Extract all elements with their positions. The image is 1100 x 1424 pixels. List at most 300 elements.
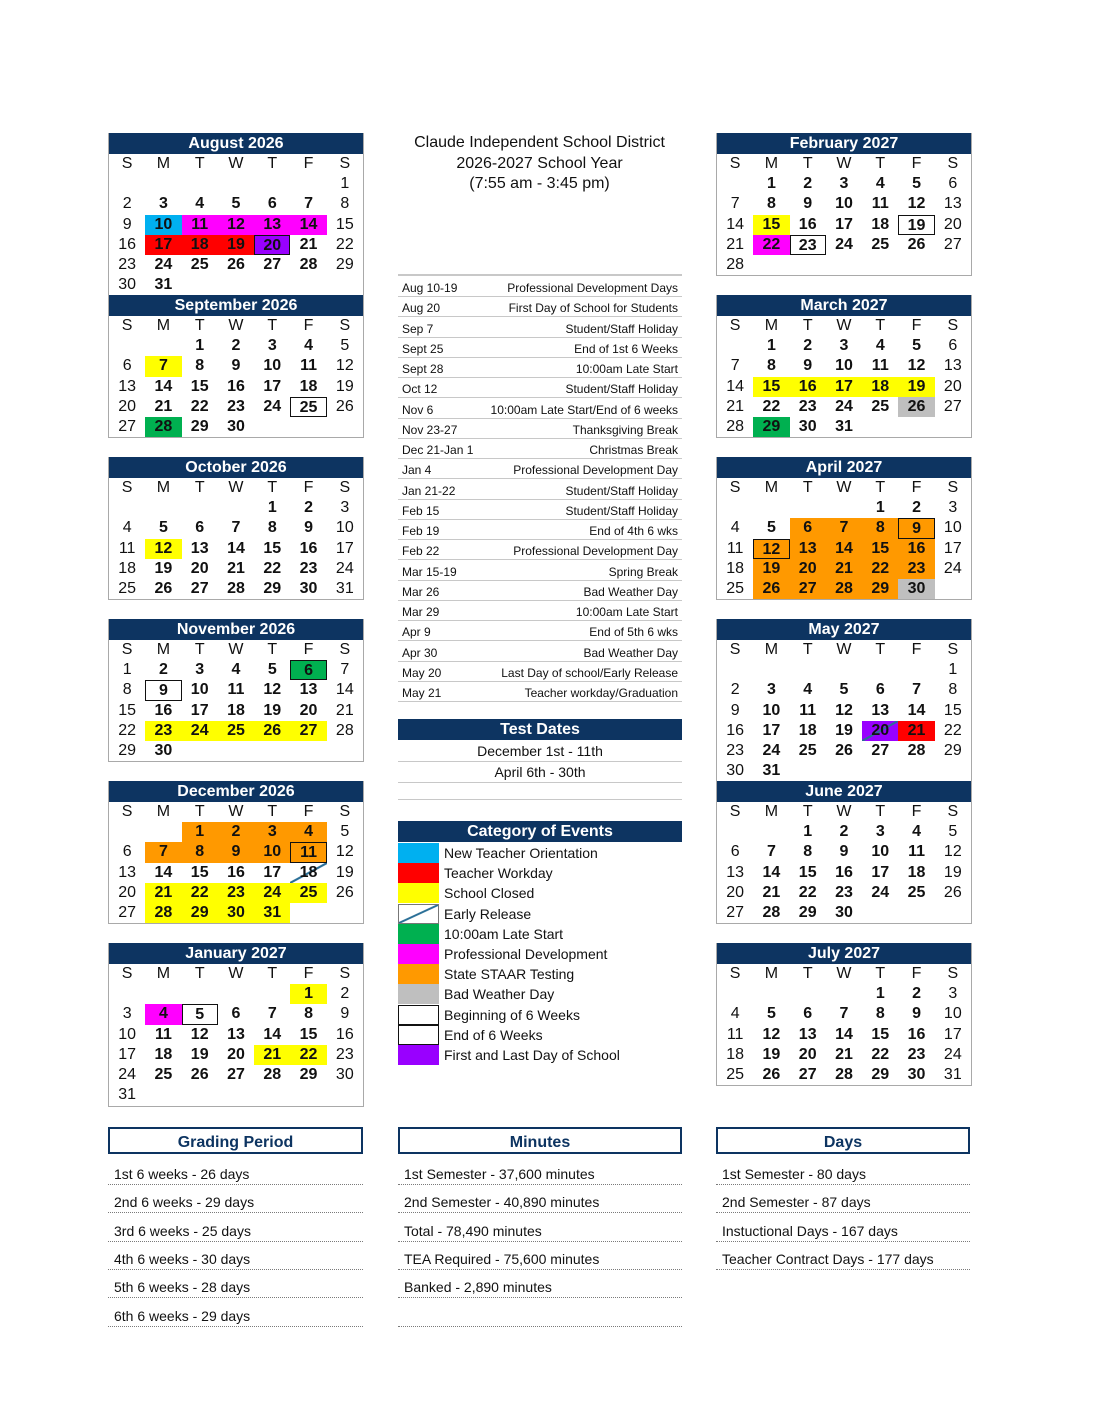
day-cell: 1: [340, 175, 350, 192]
day-cell: 29: [190, 418, 209, 436]
day-cell: 8: [862, 518, 898, 538]
day-cell: 28: [145, 903, 181, 923]
legend-label: First and Last Day of School: [444, 1047, 620, 1064]
legend-swatch: [398, 944, 439, 964]
day-cell: 8: [267, 519, 277, 537]
day-cell: 3: [254, 822, 290, 842]
day-cell: 29: [182, 903, 218, 923]
empty-day-cell: [218, 984, 254, 1004]
day-cell: 28: [227, 580, 245, 598]
day-cell: 11: [154, 1025, 172, 1043]
day-cell: 10: [871, 843, 890, 861]
week-row: [109, 275, 363, 295]
day-cell: 24: [943, 559, 962, 577]
grading-period-header: Grading Period: [108, 1127, 363, 1154]
day-cell: 12: [907, 357, 926, 375]
day-cell: 4: [195, 195, 205, 213]
legend-swatch: [398, 924, 439, 944]
legend-swatch: [398, 1025, 439, 1045]
day-cell: 23: [118, 256, 137, 274]
day-cell: 19: [898, 215, 934, 235]
weekday-label: F: [303, 155, 314, 172]
empty-day-cell: [898, 417, 934, 437]
day-cell: 17: [145, 235, 181, 255]
event-description: Professional Development Day: [513, 544, 678, 559]
empty-day-cell: [109, 822, 145, 842]
day-cell: 29: [299, 1066, 318, 1084]
event-date: May 21: [402, 686, 442, 701]
day-cell: 20: [790, 559, 826, 579]
day-cell: 27: [790, 579, 826, 599]
legend-item: [398, 964, 682, 984]
month-title: January 2027: [109, 943, 363, 964]
weekday-label: S: [339, 803, 351, 820]
day-cell: 13: [943, 357, 962, 375]
event-date: Sept 25: [402, 341, 444, 356]
weekday-label: M: [156, 641, 171, 658]
empty-day-cell: [935, 903, 971, 923]
day-cell: 7: [826, 518, 862, 538]
weekday-label: T: [194, 965, 205, 982]
week-row: [717, 194, 971, 214]
day-cell: 18: [907, 863, 926, 881]
empty-day-cell: [753, 255, 789, 275]
day-cell: 18: [871, 215, 890, 233]
empty-day-cell: [145, 174, 181, 194]
empty-day-cell: [717, 336, 753, 356]
empty-day-cell: [109, 498, 145, 518]
day-cell: 10: [254, 842, 290, 862]
day-cell: 25: [871, 397, 890, 415]
day-cell: 1: [875, 985, 885, 1002]
day-cell: 17: [943, 1025, 962, 1043]
day-cell: 7: [145, 842, 181, 862]
event-date: Mar 15-19: [402, 564, 457, 579]
empty-day-cell: [182, 275, 218, 295]
event-description: End of 1st 6 Weeks: [574, 341, 678, 356]
summary-row: 5th 6 weeks - 28 days: [108, 1270, 363, 1298]
empty-day-cell: [182, 741, 218, 761]
day-cell: 3: [122, 1005, 132, 1023]
day-cell: 2: [912, 499, 921, 516]
week-row: [109, 883, 363, 903]
day-cell: 6: [948, 175, 958, 192]
week-row: [109, 842, 363, 862]
empty-day-cell: [935, 579, 971, 599]
day-cell: 12: [218, 215, 254, 235]
legend-swatch: [398, 964, 439, 984]
event-date: Apr 30: [402, 645, 438, 660]
weekday-label: S: [729, 965, 741, 982]
day-cell: 15: [263, 539, 282, 557]
empty-day-cell: [327, 1085, 363, 1105]
event-description: Spring Break: [608, 564, 678, 579]
day-cell: 6: [231, 1005, 241, 1023]
day-cell: 26: [335, 883, 354, 901]
day-cell: 6: [730, 843, 740, 861]
month-calendar: [108, 781, 364, 924]
day-cell: 13: [254, 215, 290, 235]
weekday-label: T: [875, 803, 886, 820]
day-cell: 11: [799, 701, 817, 719]
day-cell: 3: [195, 661, 205, 678]
day-cell: 21: [835, 1045, 853, 1063]
event-row: [398, 662, 682, 682]
weekday-label: W: [228, 803, 244, 820]
day-cell: 6: [267, 195, 277, 213]
week-row: [717, 255, 971, 275]
day-cell: 10: [145, 215, 181, 235]
day-cell: 29: [263, 580, 282, 598]
day-cell: 1: [803, 823, 813, 840]
weekday-label: S: [339, 155, 351, 172]
weekday-label: M: [156, 479, 171, 496]
weekday-label: S: [339, 317, 351, 334]
test-date-row: April 6th - 30th: [398, 762, 682, 783]
day-cell: 5: [839, 681, 849, 699]
day-cell: 16: [227, 863, 245, 881]
day-cell: 5: [340, 337, 350, 354]
day-cell: 29: [862, 579, 898, 599]
month-calendar: [108, 133, 364, 297]
month-title: July 2027: [717, 943, 971, 964]
empty-day-cell: [898, 255, 934, 275]
week-row: [717, 417, 971, 437]
weekday-label: W: [228, 317, 244, 334]
day-cell: 25: [871, 235, 890, 253]
day-cell: 30: [798, 418, 817, 436]
week-row: [109, 194, 363, 214]
day-cell: 23: [218, 883, 254, 903]
week-row: [109, 559, 363, 579]
week-row: [109, 1065, 363, 1085]
day-cell: 8: [122, 681, 132, 699]
day-cell: 5: [912, 175, 921, 192]
day-cell: 26: [335, 397, 354, 415]
day-cell: 16: [118, 235, 137, 253]
day-cell: 27: [190, 580, 209, 598]
week-row: [109, 1045, 363, 1065]
weekday-label: F: [303, 641, 314, 658]
day-cell: 13: [726, 863, 745, 881]
event-date: May 20: [402, 665, 442, 680]
weekday-label: S: [729, 803, 741, 820]
empty-day-cell: [182, 1085, 218, 1105]
event-date: Feb 15: [402, 503, 440, 518]
day-cell: 14: [826, 539, 862, 559]
day-cell: 13: [299, 681, 318, 699]
day-cell: 19: [943, 863, 962, 881]
weekday-label: T: [802, 479, 813, 496]
day-cell: 22: [798, 883, 817, 901]
day-cell: 21: [335, 701, 354, 719]
summary-row: 6th 6 weeks - 29 days: [108, 1299, 363, 1327]
month-title: November 2026: [109, 619, 363, 640]
day-cell: 12: [943, 843, 962, 861]
day-cell: 15: [862, 539, 898, 559]
day-cell: 17: [826, 377, 862, 397]
day-cell: 20: [798, 1045, 817, 1063]
empty-day-cell: [254, 1085, 290, 1105]
event-description: Student/Staff Holiday: [565, 483, 678, 498]
weekday-label: T: [267, 155, 278, 172]
empty-day-cell: [290, 275, 326, 295]
day-cell: 19: [263, 701, 282, 719]
day-cell: 30: [299, 580, 318, 598]
day-cell: 18: [118, 559, 137, 577]
month-calendar: [716, 295, 972, 438]
summary-row: 1st 6 weeks - 26 days: [108, 1157, 363, 1185]
school-year: 2026-2027 School Year: [456, 154, 623, 172]
day-cell: 26: [943, 883, 962, 901]
day-cell: 6: [948, 337, 958, 354]
day-cell: 26: [190, 1066, 209, 1084]
event-date: Dec 21-Jan 1: [402, 443, 474, 458]
day-cell: 24: [263, 397, 282, 415]
week-row: [717, 984, 971, 1004]
day-cell: 24: [943, 1045, 962, 1063]
week-row: [109, 863, 363, 883]
day-cell: 13: [798, 1025, 817, 1043]
empty-day-cell: [826, 255, 862, 275]
empty-day-cell: [254, 275, 290, 295]
day-cell: 11: [227, 681, 245, 699]
day-cell: 8: [195, 357, 205, 375]
day-cell: 20: [726, 883, 745, 901]
day-cell: 23: [227, 397, 245, 415]
weekday-label: T: [194, 479, 205, 496]
day-cell: 25: [218, 721, 254, 741]
day-cell: 20: [862, 721, 898, 741]
day-cell: 15: [871, 1025, 890, 1043]
day-cell: 14: [726, 377, 745, 395]
day-cell: 21: [154, 397, 173, 415]
weekday-label: T: [194, 317, 205, 334]
day-cell: 17: [118, 1045, 137, 1063]
weekday-label: F: [911, 965, 922, 982]
day-cell: 20: [254, 235, 290, 255]
weekday-label: M: [156, 155, 171, 172]
event-description: 10:00am Late Start/End of 6 weeks: [490, 402, 678, 417]
weekday-label: W: [836, 965, 852, 982]
day-cell: 21: [898, 721, 934, 741]
day-cell: 24: [154, 256, 173, 274]
day-cell: 24: [871, 883, 890, 901]
day-cell: 4: [803, 681, 813, 699]
legend-label: End of 6 Weeks: [444, 1026, 543, 1043]
day-cell: 17: [835, 215, 853, 233]
weekday-label: S: [339, 479, 351, 496]
weekday-label: W: [228, 641, 244, 658]
event-date: Nov 23-27: [402, 422, 458, 437]
weekday-header-row: [717, 316, 971, 336]
week-row: [717, 842, 971, 862]
day-cell: 29: [798, 904, 817, 922]
weekday-label: T: [802, 803, 813, 820]
day-cell: 30: [118, 276, 137, 294]
day-cell: 1: [122, 661, 132, 678]
week-row: [109, 336, 363, 356]
day-cell: 6: [122, 357, 132, 375]
day-cell: 7: [145, 356, 181, 376]
event-row: [398, 297, 682, 317]
weekday-label: S: [947, 479, 959, 496]
day-cell: 16: [154, 701, 173, 719]
week-row: [717, 863, 971, 883]
day-cell: 1: [875, 499, 885, 516]
empty-day-cell: [717, 984, 753, 1004]
week-row: [109, 741, 363, 761]
day-cell: 28: [145, 417, 181, 437]
day-cell: 9: [218, 842, 254, 862]
day-cell: 17: [943, 539, 962, 557]
weekday-label: T: [875, 155, 886, 172]
day-cell: 12: [263, 681, 282, 699]
day-cell: 30: [907, 1066, 926, 1084]
month-title: February 2027: [717, 133, 971, 154]
event-description: Last Day of school/Early Release: [501, 665, 678, 680]
week-row: [717, 498, 971, 518]
week-row: [109, 822, 363, 842]
day-cell: 23: [835, 883, 853, 901]
week-row: [717, 356, 971, 376]
week-row: [109, 174, 363, 194]
empty-day-cell: [935, 761, 971, 781]
event-date: Aug 20: [402, 301, 441, 316]
event-row: [398, 459, 682, 479]
weekday-header-row: [109, 316, 363, 336]
day-cell: 25: [290, 397, 326, 417]
day-cell: 23: [790, 235, 826, 255]
weekday-label: M: [764, 965, 779, 982]
week-row: [109, 255, 363, 275]
day-cell: 23: [726, 742, 745, 760]
weekday-label: S: [947, 155, 959, 172]
day-cell: 31: [154, 276, 173, 294]
day-cell: 29: [871, 1066, 890, 1084]
day-cell: 19: [762, 1045, 781, 1063]
day-cell: 19: [753, 559, 789, 579]
weekday-label: T: [875, 317, 886, 334]
day-cell: 28: [299, 256, 318, 274]
day-cell: 10: [335, 519, 354, 537]
day-cell: 22: [335, 235, 354, 253]
day-cell: 16: [898, 539, 934, 559]
district-name: Claude Independent School District: [414, 134, 665, 151]
day-cell: 29: [753, 417, 789, 437]
event-description: End of 4th 6 wks: [589, 524, 678, 539]
day-cell: 21: [726, 235, 745, 253]
weekday-label: S: [729, 317, 741, 334]
day-cell: 4: [730, 519, 740, 537]
weekday-label: S: [947, 641, 959, 658]
day-cell: 15: [335, 215, 354, 233]
week-row: [717, 235, 971, 255]
day-cell: 21: [145, 883, 181, 903]
month-calendar: [108, 619, 364, 762]
day-cell: 18: [726, 1045, 745, 1063]
day-cell: 26: [907, 235, 926, 253]
week-row: [109, 417, 363, 437]
day-cell: 2: [730, 681, 740, 699]
event-date: Feb 19: [402, 524, 440, 539]
day-cell: 2: [231, 337, 241, 354]
day-cell: 6: [875, 681, 885, 699]
week-row: [717, 883, 971, 903]
weekday-label: F: [911, 479, 922, 496]
week-row: [717, 1065, 971, 1085]
day-cell: 4: [875, 337, 885, 354]
empty-day-cell: [753, 498, 789, 518]
empty-day-cell: [145, 822, 181, 842]
day-cell: 14: [762, 863, 781, 881]
day-cell: 9: [912, 1005, 921, 1023]
legend-swatch: [398, 904, 439, 924]
event-row: [398, 378, 682, 398]
empty-day-cell: [145, 498, 181, 518]
empty-day-cell: [935, 255, 971, 275]
day-cell: 20: [118, 397, 137, 415]
day-cell: 14: [263, 1025, 282, 1043]
day-cell: 27: [118, 418, 137, 436]
week-row: [109, 903, 363, 923]
event-date: Oct 12: [402, 382, 438, 397]
day-cell: 9: [730, 701, 740, 719]
day-cell: 18: [154, 1045, 173, 1063]
day-cell: 10: [943, 1005, 962, 1023]
weekday-label: S: [729, 641, 741, 658]
day-cell: 11: [182, 215, 218, 235]
day-cell: 23: [145, 721, 181, 741]
empty-day-cell: [753, 984, 789, 1004]
week-row: [109, 215, 363, 235]
day-cell: 29: [118, 742, 137, 760]
weekday-label: T: [875, 641, 886, 658]
day-cell: 26: [753, 579, 789, 599]
day-cell: 19: [335, 377, 354, 395]
day-cell: 3: [158, 195, 168, 213]
event-row: [398, 318, 682, 338]
week-row: [109, 397, 363, 417]
day-cell: 15: [798, 863, 817, 881]
day-cell: 13: [871, 701, 890, 719]
weekday-label: S: [729, 155, 741, 172]
week-row: [109, 984, 363, 1004]
weekday-label: T: [875, 965, 886, 982]
empty-day-cell: [327, 741, 363, 761]
day-cell: 24: [182, 721, 218, 741]
day-cell: 30: [227, 418, 245, 436]
weekday-label: F: [303, 803, 314, 820]
day-cell: 24: [118, 1066, 137, 1084]
week-row: [109, 1025, 363, 1045]
day-cell: 15: [190, 377, 209, 395]
day-cell: 26: [154, 580, 173, 598]
empty-day-cell: [717, 174, 753, 194]
day-cell: 6: [122, 843, 132, 861]
month-calendar: [716, 943, 972, 1086]
day-cell: 8: [304, 1005, 313, 1023]
event-row: [398, 399, 682, 419]
day-cell: 4: [122, 519, 132, 537]
day-cell: 6: [790, 518, 826, 538]
day-cell: 12: [145, 539, 181, 559]
day-cell: 22: [871, 1045, 890, 1063]
day-cell: 11: [908, 843, 925, 861]
weekday-header-row: [109, 640, 363, 660]
day-cell: 10: [190, 681, 209, 699]
day-cell: 14: [154, 377, 173, 395]
